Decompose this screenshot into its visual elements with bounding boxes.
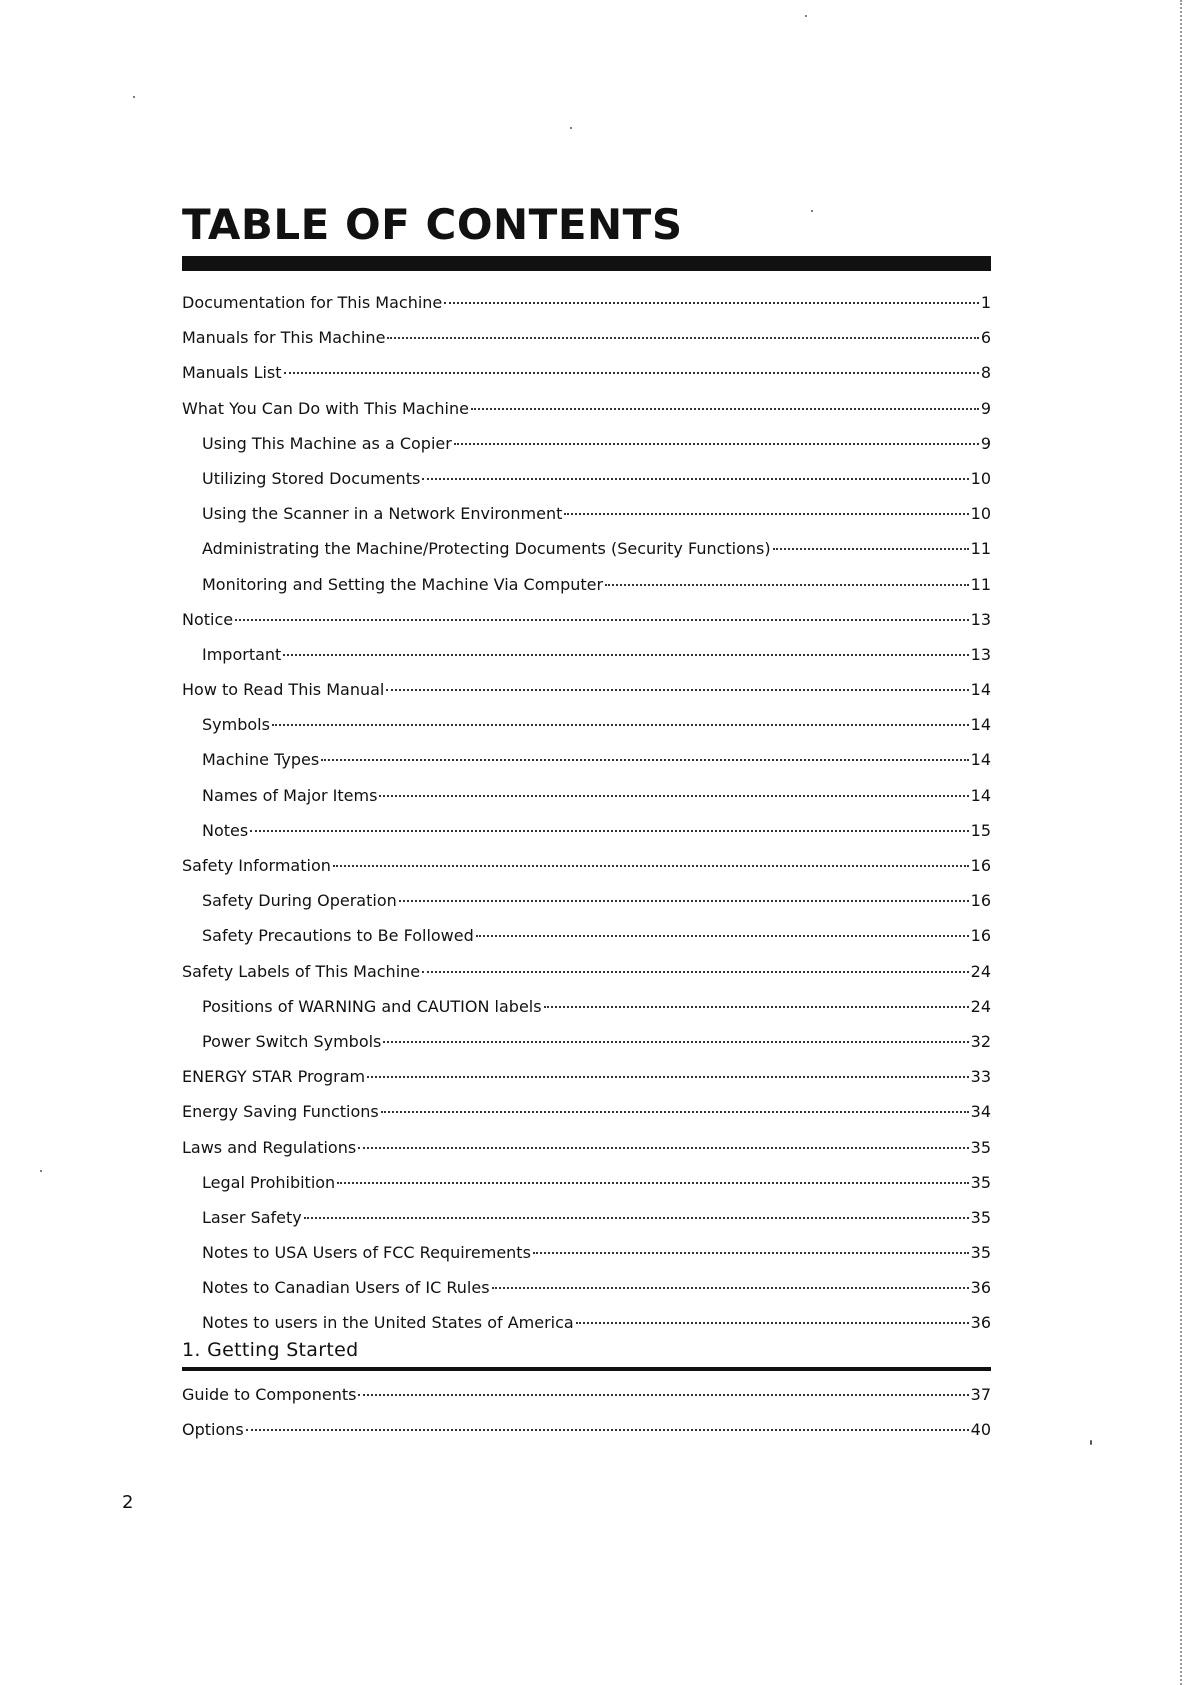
toc-entry-label: Using This Machine as a Copier [202, 433, 452, 453]
dot-leader [304, 1217, 969, 1219]
toc-entry-label: How to Read This Manual [182, 680, 385, 700]
dot-leader [246, 1429, 969, 1431]
toc-subentry[interactable] [182, 989, 991, 1024]
page-title: TABLE OF CONTENTS [182, 200, 683, 249]
toc-entry-label: Symbols [202, 715, 270, 735]
toc-entry-page: 36 [970, 1313, 991, 1333]
toc-subentry[interactable] [182, 778, 991, 813]
scan-speck [40, 1170, 42, 1172]
toc-entry-page: 14 [970, 785, 991, 805]
scan-speck [805, 15, 807, 17]
toc-entry-label: Names of Major Items [202, 785, 378, 805]
toc-entry-label: Utilizing Stored Documents [202, 468, 421, 488]
dot-leader [358, 1394, 968, 1396]
dot-leader [399, 900, 969, 902]
toc-subentry[interactable] [182, 918, 991, 953]
toc-subentry[interactable] [182, 531, 991, 566]
dot-leader [250, 830, 968, 832]
toc-list [182, 285, 991, 1341]
toc-entry-label: Safety Labels of This Machine [182, 961, 421, 981]
toc-entry-page: 36 [970, 1278, 991, 1298]
chapter-rule [182, 1367, 991, 1371]
dot-leader [272, 724, 969, 726]
dot-leader [235, 619, 969, 621]
dot-leader [471, 408, 979, 410]
toc-entry-label: Documentation for This Machine [182, 293, 443, 312]
toc-entry-page: 32 [970, 1031, 991, 1051]
toc-entry-page: 16 [970, 891, 991, 911]
dot-leader [358, 1147, 968, 1149]
dot-leader [564, 513, 968, 515]
toc-entry-label: Notice [182, 609, 234, 629]
scan-speck [570, 127, 572, 129]
toc-subentry[interactable] [182, 1024, 991, 1059]
dot-leader [454, 443, 979, 445]
toc-entry-page: 16 [970, 926, 991, 946]
toc-entry[interactable] [182, 1094, 991, 1129]
toc-entry-label: ENERGY STAR Program [182, 1067, 366, 1087]
toc-entry-label: Laws and Regulations [182, 1137, 357, 1157]
toc-subentry[interactable] [182, 1165, 991, 1200]
toc-entry-label: Notes to USA Users of FCC Requirements [202, 1243, 531, 1263]
scan-speck [1090, 1440, 1092, 1445]
toc-entry-label: Administrating the Machine/Protecting Documents (Security Functions) [202, 539, 771, 559]
dot-leader [476, 935, 969, 937]
toc-entry-label: Notes to users in the United States of America [202, 1313, 574, 1333]
toc-entry-page: 11 [970, 539, 991, 559]
dot-leader [337, 1182, 968, 1184]
dot-leader [533, 1252, 969, 1254]
toc-entry-label: What You Can Do with This Machine [182, 398, 469, 418]
dot-leader [283, 654, 968, 656]
dot-leader [387, 337, 978, 339]
toc-entry[interactable] [182, 355, 991, 390]
title-rule [182, 256, 991, 271]
toc-entry-page: 13 [970, 609, 991, 629]
dot-leader [367, 1076, 969, 1078]
page-number: 2 [122, 1492, 134, 1513]
toc-entry[interactable] [182, 320, 991, 355]
toc-entry-page: 35 [970, 1172, 991, 1192]
toc-entry[interactable] [182, 602, 991, 637]
toc-entry-page: 6 [980, 328, 991, 348]
toc-entry-page: 13 [970, 644, 991, 664]
toc-entry-page: 24 [970, 996, 991, 1016]
dot-leader [381, 1111, 969, 1113]
toc-entry-label: Safety Information [182, 856, 331, 875]
dot-leader [544, 1006, 969, 1008]
dot-leader [422, 478, 968, 480]
dot-leader [383, 1041, 968, 1043]
chapter-section [182, 1335, 991, 1447]
toc-entry[interactable] [182, 1130, 991, 1165]
toc-entry-page: 16 [970, 856, 991, 875]
toc-entry-page: 9 [980, 398, 991, 418]
toc-entry-page: 34 [970, 1102, 991, 1122]
dot-leader [444, 302, 979, 304]
toc-subentry[interactable] [182, 1270, 991, 1305]
toc-entry-label: Power Switch Symbols [202, 1031, 382, 1051]
toc-subentry[interactable] [182, 1200, 991, 1235]
dot-leader [386, 689, 968, 691]
toc-entry[interactable] [182, 1412, 991, 1447]
toc-subentry[interactable] [182, 637, 991, 672]
toc-entry-label: Machine Types [202, 750, 320, 770]
toc-entry-page: 37 [970, 1385, 991, 1404]
toc-subentry[interactable] [182, 426, 991, 461]
toc-entry-label: Energy Saving Functions [182, 1102, 379, 1122]
scan-speck [133, 96, 135, 98]
toc-entry[interactable] [182, 848, 991, 883]
toc-entry[interactable] [182, 954, 991, 989]
toc-subentry[interactable] [182, 461, 991, 496]
toc-entry-page: 35 [970, 1207, 991, 1227]
dot-leader [605, 584, 969, 586]
toc-entry-page: 11 [970, 574, 991, 594]
toc-entry-page: 8 [980, 363, 991, 383]
toc-entry-page: 35 [970, 1137, 991, 1157]
dot-leader [321, 759, 968, 761]
scan-edge-artifact [1180, 0, 1183, 1685]
toc-entry-page: 14 [970, 750, 991, 770]
toc-entry-label: Guide to Components [182, 1385, 357, 1404]
toc-entry-page: 33 [970, 1067, 991, 1087]
toc-entry-label: Monitoring and Setting the Machine Via Computer [202, 574, 604, 594]
toc-entry-label: Using the Scanner in a Network Environment [202, 504, 563, 524]
toc-entry-page: 10 [970, 468, 991, 488]
toc-entry-label: Notes [202, 820, 249, 840]
dot-leader [576, 1322, 969, 1324]
toc-entry-label: Safety Precautions to Be Followed [202, 926, 474, 946]
toc-subentry[interactable] [182, 496, 991, 531]
toc-subentry[interactable] [182, 707, 991, 742]
toc-subentry[interactable] [182, 1235, 991, 1270]
dot-leader [333, 865, 969, 867]
toc-entry-page: 9 [980, 433, 991, 453]
toc-entry-label: Positions of WARNING and CAUTION labels [202, 996, 542, 1016]
toc-subentry[interactable] [182, 813, 991, 848]
toc-entry[interactable] [182, 672, 991, 707]
toc-entry-label: Manuals List [182, 363, 282, 383]
toc-entry-page: 35 [970, 1243, 991, 1263]
toc-entry[interactable] [182, 1377, 991, 1412]
toc-subentry[interactable] [182, 742, 991, 777]
toc-entry-page: 24 [970, 961, 991, 981]
toc-entry-page: 1 [980, 293, 991, 312]
toc-entry[interactable] [182, 1059, 991, 1094]
toc-entry-label: Options [182, 1420, 244, 1440]
toc-entry-label: Manuals for This Machine [182, 328, 386, 348]
dot-leader [492, 1287, 969, 1289]
dot-leader [379, 795, 968, 797]
toc-entry-label: Important [202, 644, 282, 664]
dot-leader [773, 548, 969, 550]
chapter-title: 1. Getting Started [182, 1339, 359, 1361]
toc-subentry[interactable] [182, 567, 991, 602]
scan-speck [811, 210, 813, 212]
toc-subentry[interactable] [182, 883, 991, 918]
toc-entry-label: Notes to Canadian Users of IC Rules [202, 1278, 490, 1298]
dot-leader [422, 971, 969, 973]
toc-entry-page: 14 [970, 715, 991, 735]
toc-entry[interactable] [182, 391, 991, 426]
toc-entry-label: Laser Safety [202, 1207, 302, 1227]
chapter-toc-list [182, 1377, 991, 1447]
toc-entry-label: Safety During Operation [202, 891, 397, 911]
toc-entry-page: 10 [970, 504, 991, 524]
toc-entry-page: 14 [970, 680, 991, 700]
toc-entry-label: Legal Prohibition [202, 1172, 336, 1192]
toc-entry-page: 40 [970, 1420, 991, 1440]
toc-entry[interactable] [182, 285, 991, 320]
toc-entry-page: 15 [970, 820, 991, 840]
dot-leader [284, 372, 979, 374]
